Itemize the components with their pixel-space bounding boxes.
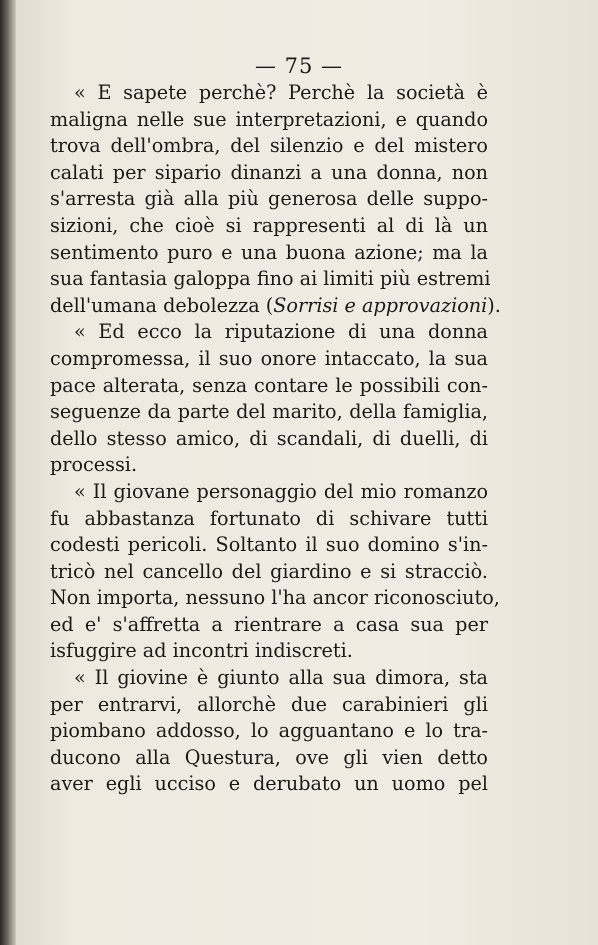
text-line: ducono alla Questura, ove gli vien detto <box>50 745 488 769</box>
text-line: seguenze da parte del marito, della famiglia, <box>50 400 488 424</box>
text-line: « Il giovane personaggio del mio romanzo <box>74 479 488 503</box>
text-line: « Ed ecco la riputazione di una donna <box>74 320 488 344</box>
text-line: isfuggire ad incontri indiscreti. <box>50 639 353 663</box>
text-line: pace alterata, senza contare le possibili con- <box>50 373 488 397</box>
text-segment: ). <box>487 293 501 317</box>
text-line: tricò nel cancello del giardino e si stracciò. <box>50 559 488 583</box>
text-line: sizioni, che cioè si rappresenti al di là un <box>50 213 488 237</box>
text-line: codesti pericoli. Soltanto il suo domino s'in- <box>50 533 488 557</box>
text-line: processi. <box>50 453 138 477</box>
text-line: dello stesso amico, di scandali, di duelli, di <box>50 426 488 450</box>
book-spine-shadow <box>0 0 16 945</box>
stage-direction-italic: Sorrisi e approvazioni <box>273 293 488 317</box>
text-line: compromessa, il suo onore intaccato, la sua <box>50 346 488 370</box>
text-line: trova dell'ombra, del silenzio e del mistero <box>50 134 488 158</box>
paragraph-2 <box>50 319 488 479</box>
text-line: piombano addosso, lo agguantano e lo tra- <box>50 719 488 743</box>
text-line: « E sapete perchè? Perchè la società è <box>74 81 488 104</box>
text-line: aver egli ucciso e derubato un uomo pel <box>50 772 488 796</box>
text-line <box>50 293 501 320</box>
text-line: sentimento puro e una buona azione; ma la <box>50 240 488 264</box>
text-line: ed e' s'affretta a rientrare a casa sua per <box>50 612 488 636</box>
text-segment: dell'umana debolezza ( <box>50 293 274 317</box>
text-line: Non importa, nessuno l'ha ancor riconosciuto, <box>50 586 500 610</box>
text-line: fu abbastanza fortunato di schivare tutti <box>50 506 488 530</box>
text-line: maligna nelle sue interpretazioni, e quando <box>50 107 488 131</box>
text-line: sua fantasia galoppa fino ai limiti più estremi <box>50 267 491 291</box>
text-line: « Il giovine è giunto alla sua dimora, sta <box>74 666 488 690</box>
paragraph-3 <box>50 479 500 665</box>
page-text <box>50 80 501 798</box>
text-line: per entrarvi, allorchè due carabinieri gli <box>50 692 488 716</box>
text-line: s'arresta già alla più generosa delle suppo- <box>50 187 488 211</box>
paragraph-1 <box>50 80 501 319</box>
page-number: — 75 — <box>254 54 344 78</box>
text-line: calati per sipario dinanzi a una donna, non <box>50 160 488 184</box>
paragraph-4 <box>50 665 488 798</box>
